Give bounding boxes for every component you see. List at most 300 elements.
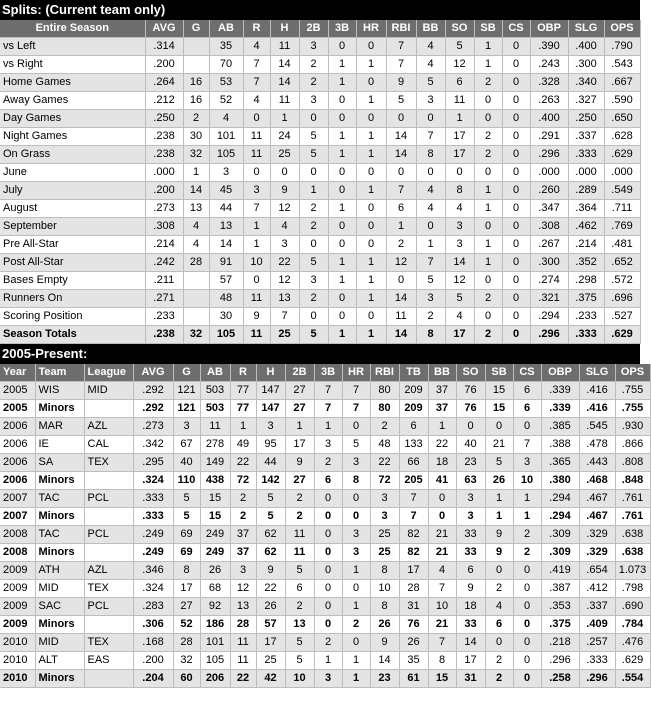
history-cell: 5 — [485, 454, 513, 472]
history-cell: .755 — [615, 382, 650, 400]
splits-cell: .274 — [530, 272, 568, 290]
history-cell: 142 — [256, 472, 285, 490]
history-cell: 52 — [173, 616, 200, 634]
history-cell: 1 — [342, 562, 370, 580]
history-cell: 9 — [456, 580, 485, 598]
history-cell: .324 — [133, 472, 173, 490]
splits-cell: 0 — [502, 200, 530, 218]
history-cell: 7 — [428, 634, 456, 652]
splits-cell: .200 — [145, 182, 183, 200]
history-cell: 0 — [513, 670, 541, 688]
splits-cell: 45 — [209, 182, 243, 200]
splits-cell: .263 — [530, 92, 568, 110]
history-cell: 22 — [230, 670, 256, 688]
history-cell — [84, 670, 133, 688]
splits-cell: 1 — [356, 92, 386, 110]
history-cell: 31 — [399, 598, 428, 616]
splits-cell: 1 — [183, 164, 209, 182]
history-cell: Minors — [35, 616, 84, 634]
splits-col-header: Entire Season — [0, 20, 145, 38]
splits-cell: .214 — [568, 236, 604, 254]
splits-cell: 0 — [502, 236, 530, 254]
history-cell: .337 — [579, 598, 615, 616]
history-cell: 2006 — [0, 436, 35, 454]
history-cell: 2005 — [0, 400, 35, 418]
history-cell: 62 — [256, 526, 285, 544]
history-cell: 17 — [256, 634, 285, 652]
splits-cell: .308 — [530, 218, 568, 236]
history-cell: 2009 — [0, 580, 35, 598]
history-cell: 9 — [485, 526, 513, 544]
history-cell: 0 — [342, 490, 370, 508]
splits-cell: 1 — [356, 56, 386, 74]
history-cell: 3 — [456, 490, 485, 508]
history-cell: 1 — [513, 508, 541, 526]
splits-col-header: RBI — [386, 20, 416, 38]
splits-cell: 0 — [328, 290, 356, 308]
splits-cell: 0 — [502, 56, 530, 74]
splits-col-header: SB — [474, 20, 502, 38]
splits-cell: 14 — [445, 254, 474, 272]
splits-cell: 6 — [386, 200, 416, 218]
history-cell: 11 — [200, 418, 230, 436]
history-cell: 10 — [285, 670, 314, 688]
history-cell: 2009 — [0, 562, 35, 580]
history-cell: 25 — [370, 544, 399, 562]
splits-cell: 11 — [386, 308, 416, 326]
history-cell: 0 — [513, 634, 541, 652]
history-row — [0, 418, 650, 436]
splits-cell: Home Games — [0, 74, 145, 92]
splits-cell: .211 — [145, 272, 183, 290]
splits-cell: .527 — [604, 308, 640, 326]
history-cell: .416 — [579, 400, 615, 418]
splits-cell: .271 — [145, 290, 183, 308]
splits-cell: 7 — [386, 182, 416, 200]
splits-cell: 0 — [328, 164, 356, 182]
history-cell — [84, 472, 133, 490]
history-row — [0, 652, 650, 670]
history-cell: .467 — [579, 490, 615, 508]
history-cell: 110 — [173, 472, 200, 490]
history-cell: 37 — [428, 400, 456, 418]
history-cell: .848 — [615, 472, 650, 490]
history-cell: 82 — [399, 526, 428, 544]
splits-cell: 1 — [328, 56, 356, 74]
history-cell: 21 — [485, 436, 513, 454]
history-cell: 11 — [285, 526, 314, 544]
history-cell: 2 — [485, 580, 513, 598]
history-cell: 6 — [399, 418, 428, 436]
splits-cell: 3 — [243, 182, 270, 200]
history-cell: 0 — [314, 508, 342, 526]
history-cell: 68 — [200, 580, 230, 598]
history-cell: 25 — [370, 526, 399, 544]
splits-row — [0, 164, 640, 182]
splits-cell: 0 — [502, 146, 530, 164]
splits-cell: .347 — [530, 200, 568, 218]
history-cell: 61 — [399, 670, 428, 688]
splits-cell: 14 — [386, 128, 416, 146]
history-cell: 1 — [342, 670, 370, 688]
splits-cell: 0 — [474, 92, 502, 110]
history-cell: 0 — [342, 418, 370, 436]
splits-cell: 3 — [270, 236, 299, 254]
history-cell: .306 — [133, 616, 173, 634]
history-cell: 95 — [256, 436, 285, 454]
splits-cell: 30 — [209, 308, 243, 326]
history-row — [0, 526, 650, 544]
splits-cell: 0 — [356, 218, 386, 236]
splits-cell: .340 — [568, 74, 604, 92]
splits-cell: 0 — [445, 164, 474, 182]
history-cell: 28 — [173, 634, 200, 652]
history-cell: 12 — [230, 580, 256, 598]
splits-cell: 0 — [386, 272, 416, 290]
history-col-header: H — [256, 364, 285, 382]
history-cell: 186 — [200, 616, 230, 634]
splits-cell: .327 — [568, 92, 604, 110]
splits-cell: 4 — [445, 200, 474, 218]
history-cell: .755 — [615, 400, 650, 418]
history-cell: .333 — [579, 652, 615, 670]
splits-cell: .400 — [568, 38, 604, 56]
splits-cell: 4 — [416, 56, 445, 74]
splits-cell: .628 — [604, 128, 640, 146]
splits-cell: 44 — [209, 200, 243, 218]
history-cell: .168 — [133, 634, 173, 652]
history-cell: 1 — [513, 490, 541, 508]
splits-cell: 1 — [328, 146, 356, 164]
splits-cell: .238 — [145, 326, 183, 344]
history-cell: 1.073 — [615, 562, 650, 580]
splits-cell: 70 — [209, 56, 243, 74]
history-cell: 5 — [342, 436, 370, 454]
history-cell: 10 — [370, 580, 399, 598]
history-row — [0, 508, 650, 526]
splits-cell: .200 — [145, 56, 183, 74]
splits-cell: .696 — [604, 290, 640, 308]
splits-cell: 1 — [474, 56, 502, 74]
history-cell: 2006 — [0, 454, 35, 472]
history-cell: 6 — [456, 562, 485, 580]
splits-cell: 11 — [243, 146, 270, 164]
history-cell: TEX — [84, 580, 133, 598]
splits-cell: 0 — [502, 290, 530, 308]
splits-cell: 4 — [183, 236, 209, 254]
splits-cell: 0 — [502, 110, 530, 128]
history-cell: 69 — [173, 544, 200, 562]
history-cell: .412 — [579, 580, 615, 598]
splits-cell: 53 — [209, 74, 243, 92]
splits-cell: 0 — [328, 218, 356, 236]
history-cell: .296 — [541, 652, 579, 670]
splits-cell: 8 — [416, 146, 445, 164]
history-cell: 0 — [513, 580, 541, 598]
history-cell: MID — [35, 580, 84, 598]
splits-cell: 0 — [299, 236, 328, 254]
history-cell: 40 — [456, 436, 485, 454]
splits-cell: .629 — [604, 146, 640, 164]
splits-col-header: H — [270, 20, 299, 38]
history-cell: .761 — [615, 508, 650, 526]
splits-cell: 28 — [183, 254, 209, 272]
splits-cell — [183, 272, 209, 290]
splits-cell: .294 — [530, 308, 568, 326]
history-cell: .249 — [133, 544, 173, 562]
splits-cell: 1 — [299, 182, 328, 200]
splits-cell: 13 — [209, 218, 243, 236]
splits-cell: 0 — [356, 110, 386, 128]
splits-cell: 1 — [356, 182, 386, 200]
history-cell: 147 — [256, 382, 285, 400]
splits-cell: 6 — [445, 74, 474, 92]
splits-cell: .790 — [604, 38, 640, 56]
history-cell: .798 — [615, 580, 650, 598]
history-cell: 6 — [513, 400, 541, 418]
history-cell: 0 — [485, 418, 513, 436]
splits-cell: 5 — [299, 254, 328, 272]
history-cell: 8 — [342, 472, 370, 490]
splits-row — [0, 56, 640, 74]
splits-cell: Pre All-Star — [0, 236, 145, 254]
history-cell: 2007 — [0, 508, 35, 526]
splits-cell: 13 — [183, 200, 209, 218]
splits-cell: 11 — [243, 128, 270, 146]
splits-cell: 0 — [502, 38, 530, 56]
history-cell: 209 — [399, 400, 428, 418]
history-cell: 2 — [513, 544, 541, 562]
history-cell: 17 — [399, 562, 428, 580]
history-cell: PCL — [84, 526, 133, 544]
splits-cell: .549 — [604, 182, 640, 200]
splits-cell: 14 — [209, 236, 243, 254]
history-table — [0, 364, 651, 688]
splits-table — [0, 20, 641, 344]
splits-cell: 7 — [243, 74, 270, 92]
history-cell: MID — [35, 634, 84, 652]
splits-col-header: HR — [356, 20, 386, 38]
history-cell: .200 — [133, 652, 173, 670]
history-cell: 44 — [256, 454, 285, 472]
history-cell: 1 — [342, 652, 370, 670]
history-cell: 2 — [285, 598, 314, 616]
splits-cell: 3 — [416, 290, 445, 308]
history-cell: .545 — [579, 418, 615, 436]
history-cell: 105 — [200, 652, 230, 670]
history-cell: SA — [35, 454, 84, 472]
splits-cell: 7 — [270, 308, 299, 326]
splits-cell: 8 — [416, 326, 445, 344]
splits-cell: 0 — [416, 218, 445, 236]
history-cell: .375 — [541, 616, 579, 634]
history-cell: 205 — [399, 472, 428, 490]
history-cell: .416 — [579, 382, 615, 400]
splits-cell: .364 — [568, 200, 604, 218]
history-cell: 6 — [314, 472, 342, 490]
splits-cell: 0 — [474, 308, 502, 326]
splits-cell: 17 — [445, 146, 474, 164]
splits-cell: .300 — [568, 56, 604, 74]
splits-cell: 2 — [299, 290, 328, 308]
splits-cell: 5 — [299, 128, 328, 146]
history-cell: 28 — [230, 616, 256, 634]
history-cell: 10 — [428, 598, 456, 616]
history-section — [0, 344, 647, 688]
splits-row — [0, 38, 640, 56]
splits-cell: 1 — [356, 254, 386, 272]
history-cell: .218 — [541, 634, 579, 652]
history-col-header: OBP — [541, 364, 579, 382]
history-cell: 438 — [200, 472, 230, 490]
splits-cell: 2 — [474, 74, 502, 92]
history-cell: .329 — [579, 544, 615, 562]
splits-title: Splits: (Current team only) — [0, 0, 640, 20]
history-cell: .385 — [541, 418, 579, 436]
history-cell: .309 — [541, 544, 579, 562]
splits-cell: 2 — [183, 110, 209, 128]
splits-cell: 0 — [356, 74, 386, 92]
splits-cell: 0 — [502, 74, 530, 92]
splits-cell: 35 — [209, 38, 243, 56]
history-cell: 15 — [485, 382, 513, 400]
splits-cell: 2 — [299, 218, 328, 236]
splits-cell: 1 — [474, 254, 502, 272]
splits-cell: 16 — [183, 92, 209, 110]
history-cell: Minors — [35, 472, 84, 490]
history-cell — [84, 616, 133, 634]
splits-cell: 91 — [209, 254, 243, 272]
splits-cell: 4 — [416, 200, 445, 218]
history-cell: 35 — [399, 652, 428, 670]
splits-row — [0, 74, 640, 92]
history-header-row — [0, 364, 650, 382]
history-cell: 6 — [285, 580, 314, 598]
history-cell: 63 — [456, 472, 485, 490]
splits-cell: 0 — [299, 110, 328, 128]
splits-cell: 1 — [328, 272, 356, 290]
splits-cell: 1 — [474, 182, 502, 200]
splits-cell: 4 — [270, 218, 299, 236]
history-cell: 9 — [370, 634, 399, 652]
history-cell: 14 — [456, 634, 485, 652]
history-cell: .554 — [615, 670, 650, 688]
history-cell: 0 — [513, 616, 541, 634]
history-cell: MAR — [35, 418, 84, 436]
splits-cell: 0 — [356, 308, 386, 326]
history-col-header: AVG — [133, 364, 173, 382]
splits-cell: .214 — [145, 236, 183, 254]
splits-cell: 2 — [474, 326, 502, 344]
history-cell — [84, 544, 133, 562]
splits-cell: 2 — [474, 146, 502, 164]
history-cell: 2010 — [0, 670, 35, 688]
history-col-header: SB — [485, 364, 513, 382]
splits-cell: 0 — [386, 164, 416, 182]
splits-cell: .711 — [604, 200, 640, 218]
splits-cell: 0 — [474, 110, 502, 128]
splits-cell: .572 — [604, 272, 640, 290]
splits-cell: 14 — [386, 146, 416, 164]
splits-cell: 11 — [243, 290, 270, 308]
splits-col-header: 3B — [328, 20, 356, 38]
splits-cell: 1 — [328, 74, 356, 92]
history-cell: 1 — [314, 652, 342, 670]
splits-cell: .250 — [145, 110, 183, 128]
splits-cell: August — [0, 200, 145, 218]
splits-cell: 14 — [386, 290, 416, 308]
history-cell: .638 — [615, 526, 650, 544]
splits-cell: 1 — [356, 146, 386, 164]
history-cell: 33 — [456, 616, 485, 634]
splits-cell: .333 — [568, 326, 604, 344]
history-cell: 22 — [256, 580, 285, 598]
splits-cell: .652 — [604, 254, 640, 272]
splits-cell: 7 — [416, 254, 445, 272]
history-cell: 5 — [256, 508, 285, 526]
history-cell: 149 — [200, 454, 230, 472]
splits-cell: 0 — [270, 164, 299, 182]
history-cell: 249 — [200, 526, 230, 544]
splits-cell: .233 — [145, 308, 183, 326]
history-cell: MID — [84, 382, 133, 400]
splits-cell: 0 — [328, 92, 356, 110]
history-cell: 9 — [485, 544, 513, 562]
splits-cell: 0 — [243, 110, 270, 128]
splits-cell: 57 — [209, 272, 243, 290]
history-cell: 33 — [456, 544, 485, 562]
splits-row — [0, 308, 640, 326]
splits-cell: 0 — [502, 92, 530, 110]
history-cell: 2007 — [0, 490, 35, 508]
history-cell: 3 — [314, 436, 342, 454]
splits-cell: .390 — [530, 38, 568, 56]
splits-cell: 3 — [299, 38, 328, 56]
history-cell: 26 — [485, 472, 513, 490]
splits-row — [0, 254, 640, 272]
splits-cell: .233 — [568, 308, 604, 326]
history-cell: 3 — [173, 418, 200, 436]
history-cell: 147 — [256, 400, 285, 418]
splits-cell: 1 — [328, 128, 356, 146]
history-cell: 49 — [230, 436, 256, 454]
history-cell: 5 — [285, 652, 314, 670]
history-col-header: TB — [399, 364, 428, 382]
splits-cell: 24 — [270, 128, 299, 146]
splits-cell: 0 — [243, 164, 270, 182]
splits-cell: .375 — [568, 290, 604, 308]
history-cell: .638 — [615, 544, 650, 562]
history-col-header: RBI — [370, 364, 399, 382]
history-cell: 67 — [173, 436, 200, 454]
splits-cell: 0 — [502, 272, 530, 290]
history-cell: 7 — [399, 490, 428, 508]
splits-cell: .667 — [604, 74, 640, 92]
history-row — [0, 490, 650, 508]
history-cell: 3 — [314, 670, 342, 688]
splits-cell: 3 — [445, 218, 474, 236]
history-cell: .346 — [133, 562, 173, 580]
history-cell: 7 — [314, 400, 342, 418]
history-cell: 503 — [200, 400, 230, 418]
splits-cell: 7 — [386, 56, 416, 74]
history-row — [0, 634, 650, 652]
history-cell: 14 — [370, 652, 399, 670]
splits-cell: .000 — [604, 164, 640, 182]
splits-cell: 7 — [243, 200, 270, 218]
splits-cell: .333 — [568, 146, 604, 164]
history-cell: Minors — [35, 508, 84, 526]
